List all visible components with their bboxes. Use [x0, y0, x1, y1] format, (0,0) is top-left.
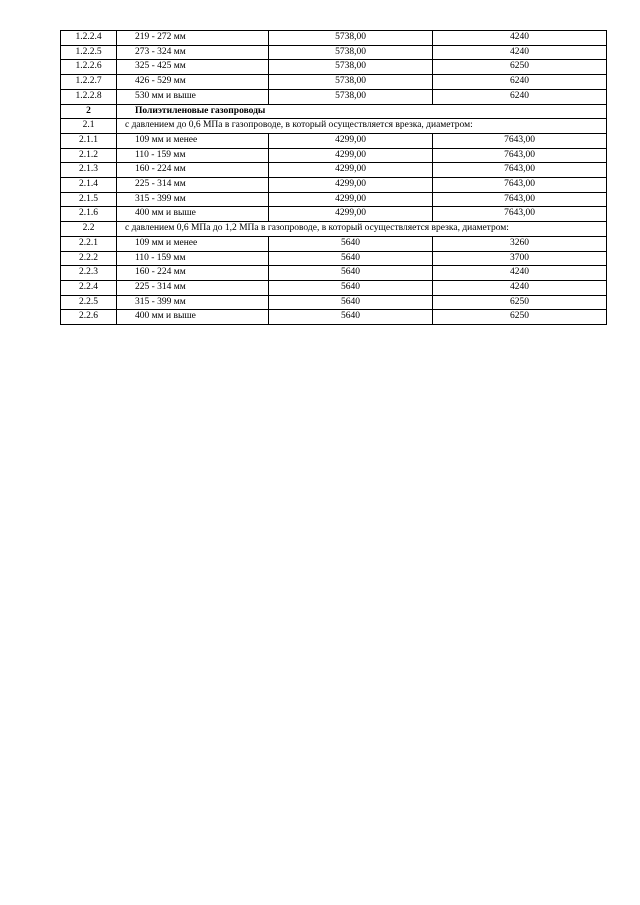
row-number: 2.1.4 — [61, 178, 117, 193]
diameter-range: 219 - 272 мм — [117, 31, 269, 46]
rate-value-1: 5640 — [269, 295, 433, 310]
rate-value-1: 4299,00 — [269, 192, 433, 207]
rate-value-1: 4299,00 — [269, 207, 433, 222]
diameter-range: 400 мм и выше — [117, 310, 269, 325]
row-number: 2.1.5 — [61, 192, 117, 207]
diameter-range: 530 мм и выше — [117, 89, 269, 104]
rate-value-1: 5640 — [269, 280, 433, 295]
rate-value-2: 4240 — [433, 266, 607, 281]
table-row — [61, 251, 607, 266]
rate-value-1: 4299,00 — [269, 163, 433, 178]
diameter-range: 109 мм и менее — [117, 236, 269, 251]
table-row — [61, 192, 607, 207]
diameter-range: 110 - 159 мм — [117, 148, 269, 163]
tariff-table — [60, 30, 607, 325]
table-row — [61, 310, 607, 325]
table-row — [61, 236, 607, 251]
rate-value-2: 6250 — [433, 60, 607, 75]
rate-value-1: 5640 — [269, 310, 433, 325]
rate-value-2: 7643,00 — [433, 207, 607, 222]
row-number: 1.2.2.7 — [61, 75, 117, 90]
rate-value-1: 4299,00 — [269, 178, 433, 193]
rate-value-2: 7643,00 — [433, 148, 607, 163]
rate-value-1: 5640 — [269, 251, 433, 266]
rate-value-2: 3260 — [433, 236, 607, 251]
rate-value-2: 4240 — [433, 31, 607, 46]
row-number: 2.2.5 — [61, 295, 117, 310]
diameter-range: 400 мм и выше — [117, 207, 269, 222]
row-number: 1.2.2.4 — [61, 31, 117, 46]
section-title: Полиэтиленовые газопроводы — [117, 104, 607, 119]
rate-value-1: 5738,00 — [269, 89, 433, 104]
table-row — [61, 295, 607, 310]
subsection-row — [61, 222, 607, 237]
diameter-range: 315 - 399 мм — [117, 192, 269, 207]
table-row — [61, 266, 607, 281]
diameter-range: 109 мм и менее — [117, 133, 269, 148]
table-row — [61, 60, 607, 75]
rate-value-2: 3700 — [433, 251, 607, 266]
rate-value-1: 5738,00 — [269, 45, 433, 60]
row-number: 2.2.2 — [61, 251, 117, 266]
row-number: 2.1.2 — [61, 148, 117, 163]
table-row — [61, 45, 607, 60]
row-number: 2.1.1 — [61, 133, 117, 148]
table-row — [61, 133, 607, 148]
diameter-range: 225 - 314 мм — [117, 280, 269, 295]
rate-value-2: 7643,00 — [433, 178, 607, 193]
subsection-description: с давлением 0,6 МПа до 1,2 МПа в газопроводе, в который осуществляется врезка, диаметром: — [117, 222, 607, 237]
diameter-range: 225 - 314 мм — [117, 178, 269, 193]
rate-value-1: 5640 — [269, 266, 433, 281]
row-number: 1.2.2.8 — [61, 89, 117, 104]
diameter-range: 160 - 224 мм — [117, 266, 269, 281]
table-row — [61, 75, 607, 90]
row-number: 2.2.4 — [61, 280, 117, 295]
rate-value-2: 4240 — [433, 45, 607, 60]
diameter-range: 426 - 529 мм — [117, 75, 269, 90]
row-number: 2.2.3 — [61, 266, 117, 281]
section-number: 2 — [61, 104, 117, 119]
table-row — [61, 31, 607, 46]
subsection-number: 2.2 — [61, 222, 117, 237]
rate-value-2: 6240 — [433, 89, 607, 104]
row-number: 2.2.6 — [61, 310, 117, 325]
subsection-row — [61, 119, 607, 134]
rate-value-2: 4240 — [433, 280, 607, 295]
row-number: 1.2.2.6 — [61, 60, 117, 75]
diameter-range: 160 - 224 мм — [117, 163, 269, 178]
row-number: 2.1.3 — [61, 163, 117, 178]
table-row — [61, 178, 607, 193]
row-number: 2.1.6 — [61, 207, 117, 222]
rate-value-2: 7643,00 — [433, 133, 607, 148]
table-row — [61, 163, 607, 178]
rate-value-1: 5738,00 — [269, 31, 433, 46]
diameter-range: 325 - 425 мм — [117, 60, 269, 75]
rate-value-2: 6250 — [433, 295, 607, 310]
rate-value-1: 5738,00 — [269, 60, 433, 75]
table-row — [61, 207, 607, 222]
diameter-range: 315 - 399 мм — [117, 295, 269, 310]
rate-value-1: 5640 — [269, 236, 433, 251]
subsection-description: с давлением до 0,6 МПа в газопроводе, в который осуществляется врезка, диаметром: — [117, 119, 607, 134]
rate-value-2: 7643,00 — [433, 163, 607, 178]
table-row — [61, 280, 607, 295]
diameter-range: 273 - 324 мм — [117, 45, 269, 60]
rate-value-2: 6250 — [433, 310, 607, 325]
rate-value-2: 7643,00 — [433, 192, 607, 207]
table-row — [61, 148, 607, 163]
section-heading-row — [61, 104, 607, 119]
row-number: 1.2.2.5 — [61, 45, 117, 60]
rate-value-1: 4299,00 — [269, 148, 433, 163]
diameter-range: 110 - 159 мм — [117, 251, 269, 266]
rate-value-2: 6240 — [433, 75, 607, 90]
table-row — [61, 89, 607, 104]
subsection-number: 2.1 — [61, 119, 117, 134]
rate-value-1: 5738,00 — [269, 75, 433, 90]
rate-value-1: 4299,00 — [269, 133, 433, 148]
row-number: 2.2.1 — [61, 236, 117, 251]
